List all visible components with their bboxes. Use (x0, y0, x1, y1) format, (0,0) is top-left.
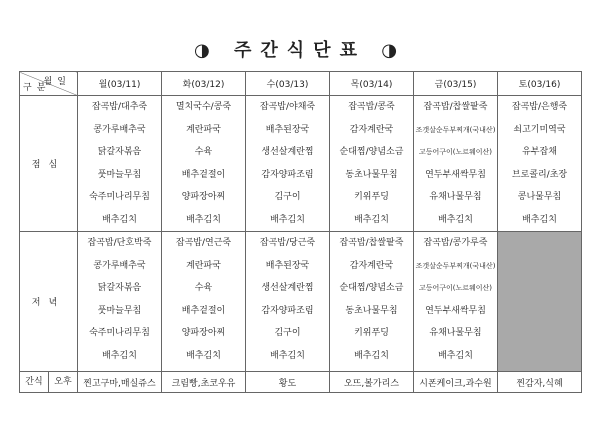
page-title: ◑ 주간식단표 ◑ (194, 40, 406, 61)
menu-item: 생선살계란찜 (261, 147, 314, 157)
menu-item: 숙주미나리무침 (89, 192, 150, 202)
menu-item: 잡곡밥/연근죽 (175, 238, 232, 248)
menu-item: 감자계란국 (349, 260, 394, 271)
day-header-tue: 화(03/12) (162, 72, 246, 96)
menu-item: 양파장아찌 (181, 328, 226, 338)
menu-item: 감자양파조림 (261, 305, 314, 316)
menu-item: 연두부새싹무침 (425, 305, 486, 316)
menu-item: 배추김치 (354, 350, 389, 361)
snack-tue: 크림빵,초코우유 (162, 372, 246, 393)
day-header-wed: 수(03/13) (246, 72, 330, 96)
menu-item: 동초나물무침 (345, 169, 398, 180)
menu-item: 감자계란국 (349, 124, 394, 135)
lunch-day-fri (414, 96, 498, 232)
menu-item: 닭갈자볶음 (97, 147, 142, 157)
menu-item: 계란파국 (186, 260, 221, 271)
menu-item: 김구이 (274, 192, 301, 202)
menu-item: 고등어구이(노르웨이산) (418, 148, 493, 156)
snack-sat: 찐감자,식혜 (498, 372, 582, 393)
lunch-day-wed (246, 96, 330, 232)
menu-item: 잡곡밥/단호박죽 (87, 238, 152, 248)
menu-item: 닭갈자볶음 (97, 283, 142, 293)
menu-item: 유채나물무침 (429, 328, 482, 338)
menu-item: 감자양파조림 (261, 169, 314, 180)
menu-item: 콩가루배추국 (93, 124, 146, 135)
menu-item: 잡곡밥/찹쌀팥죽 (423, 102, 488, 112)
menu-item: 브로콜리/초장 (511, 169, 568, 180)
menu-item: 유부잡채 (522, 147, 557, 157)
lunch-day-thu (330, 96, 414, 232)
dinner-day-fri (414, 232, 498, 372)
menu-item: 잡곡밥/당근죽 (259, 238, 316, 248)
snack-thu: 오뜨,볼가리스 (330, 372, 414, 393)
menu-item: 순대찜/양념소금 (339, 147, 404, 157)
weekly-menu-table (19, 71, 582, 393)
dinner-row (20, 232, 582, 372)
menu-item: 김구이 (274, 328, 301, 338)
menu-item: 배추겉절이 (181, 169, 226, 180)
menu-item: 잡곡밥/야채죽 (259, 102, 316, 112)
menu-item: 쇠고기미역국 (513, 124, 566, 135)
lunch-day-tue (162, 96, 246, 232)
menu-item: 동초나물무침 (345, 305, 398, 316)
menu-item: 잡곡밥/은행죽 (511, 102, 568, 112)
snack-mon: 찐고구마,매실쥬스 (78, 372, 162, 393)
menu-item: 배추김치 (186, 214, 221, 225)
menu-item: 콩가루배추국 (93, 260, 146, 271)
corner-header (20, 72, 78, 96)
day-header-fri: 금(03/15) (414, 72, 498, 96)
menu-item: 배추겉절이 (181, 305, 226, 316)
menu-item: 연두부새싹무침 (425, 169, 486, 180)
menu-item: 풋마늘무침 (97, 169, 142, 180)
lunch-day-sat (498, 96, 582, 232)
menu-item: 콩나물무침 (517, 192, 562, 202)
menu-item: 조갯살순두부찌개(국내산) (415, 125, 496, 134)
menu-item: 계란파국 (186, 124, 221, 135)
dinner-day-mon (78, 232, 162, 372)
dinner-day-wed (246, 232, 330, 372)
snack-row (20, 372, 582, 393)
header-row (20, 72, 582, 96)
menu-item: 배추김치 (522, 214, 557, 225)
menu-item: 잡곡밥/콩죽 (348, 102, 395, 112)
menu-item: 키위푸딩 (354, 192, 389, 202)
dinner-day-tue (162, 232, 246, 372)
menu-item: 생선살계란찜 (261, 283, 314, 293)
day-header-thu: 목(03/14) (330, 72, 414, 96)
menu-item: 잡곡밥/찹쌀팥죽 (339, 238, 404, 248)
menu-item: 수육 (194, 147, 213, 157)
menu-item: 배추김치 (354, 214, 389, 225)
menu-item: 배추김치 (270, 350, 305, 361)
day-header-sat: 토(03/16) (498, 72, 582, 96)
menu-item: 배추김치 (186, 350, 221, 361)
snack-wed: 황도 (246, 372, 330, 393)
menu-item: 멸치국수/콩죽 (175, 102, 232, 112)
dinner-day-thu (330, 232, 414, 372)
menu-item: 양파장아찌 (181, 192, 226, 202)
menu-item: 배추김치 (438, 350, 473, 361)
menu-item: 고등어구이(노르웨이산) (418, 284, 493, 292)
snack-label-cell (20, 372, 78, 393)
menu-item: 배추김치 (102, 214, 137, 225)
snack-fri: 시폰케이크,과수원 (414, 372, 498, 393)
lunch-row (20, 96, 582, 232)
lunch-day-mon (78, 96, 162, 232)
menu-item: 조갯살순두부찌개(국내산) (415, 261, 496, 270)
menu-item: 배추김치 (270, 214, 305, 225)
snack-label: 간식 (20, 372, 49, 392)
lunch-label: 점심 (20, 96, 78, 232)
menu-item: 수육 (194, 283, 213, 293)
menu-item: 잡곡밥/콩가루죽 (423, 238, 488, 248)
corner-date-label: 월일 (43, 77, 71, 87)
menu-item: 배추김치 (102, 350, 137, 361)
menu-item: 순대찜/양념소금 (339, 283, 404, 293)
menu-item: 배추김치 (438, 214, 473, 225)
dinner-label: 저녁 (20, 232, 78, 372)
menu-item: 풋마늘무침 (97, 305, 142, 316)
menu-item: 배추된장국 (265, 124, 310, 135)
menu-item: 유채나물무침 (429, 192, 482, 202)
menu-item: 숙주미나리무침 (89, 328, 150, 338)
corner-category-label: 구분 (23, 83, 51, 93)
day-header-mon: 월(03/11) (78, 72, 162, 96)
snack-time: 오후 (54, 377, 72, 387)
menu-item: 배추된장국 (265, 260, 310, 271)
menu-item: 잡곡밥/대추죽 (91, 102, 148, 112)
dinner-day-sat (498, 232, 582, 372)
menu-item: 키위푸딩 (354, 328, 389, 338)
